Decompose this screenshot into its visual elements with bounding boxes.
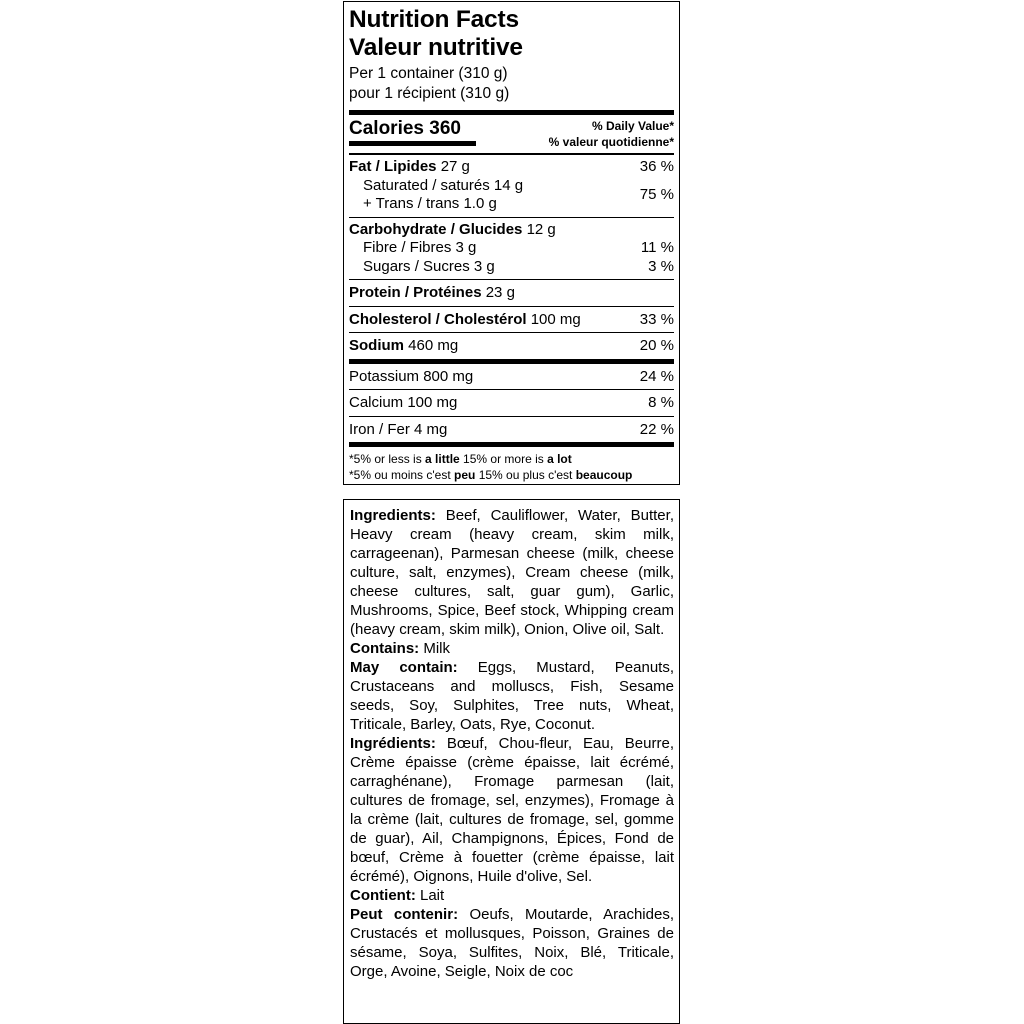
- trans-label: + Trans / trans 1.0 g: [363, 195, 497, 212]
- cholesterol-amount: 100 mg: [530, 310, 581, 328]
- calcium-row: [349, 394, 674, 413]
- fat-label: Fat / Lipides: [349, 158, 437, 175]
- calcium-label: Calcium 100 mg: [349, 394, 458, 411]
- potassium-group: [349, 364, 674, 390]
- daily-value-header-fr: % valeur quotidienne*: [548, 134, 674, 149]
- ingredients-panel: [343, 499, 680, 1024]
- sodium-group: [349, 333, 674, 359]
- potassium-dv: 24 %: [639, 367, 674, 385]
- may-contain-en: [350, 658, 674, 734]
- footnote-text: *5% or less is: [349, 452, 426, 466]
- cholesterol-row: [349, 311, 674, 330]
- cholesterol-label: Cholesterol / Cholestérol: [349, 310, 527, 328]
- calories-label: Calories 360: [349, 118, 461, 139]
- may-contain-en-label: May contain:: [350, 659, 458, 676]
- contains-fr: [350, 886, 674, 905]
- saturated-label: Saturated / saturés 14 g: [363, 176, 524, 194]
- iron-row: [349, 421, 674, 440]
- sodium-amount: 460 mg: [408, 337, 459, 354]
- potassium-label: Potassium 800 mg: [349, 367, 474, 385]
- carb-group: [349, 218, 674, 280]
- fat-group: [349, 155, 674, 217]
- daily-value-header-en: % Daily Value*: [591, 119, 674, 133]
- serving-size-fr: pour 1 récipient (310 g): [349, 85, 510, 102]
- sat-trans-row: [349, 177, 674, 214]
- ingredients-fr: [350, 734, 674, 886]
- fibre-label: Fibre / Fibres 3 g: [363, 239, 477, 256]
- fat-dv: 36 %: [639, 158, 674, 175]
- contains-fr-label: Contient:: [350, 887, 416, 904]
- carb-amount: 12 g: [526, 220, 556, 238]
- footnote-bold: a lot: [547, 452, 572, 466]
- carb-label: Carbohydrate / Glucides: [349, 220, 523, 238]
- sugars-dv: 3 %: [648, 257, 674, 275]
- calories-row: [349, 115, 674, 153]
- footnote-bold: beaucoup: [575, 467, 633, 482]
- title-en: Nutrition Facts: [349, 6, 519, 33]
- calories-underline: [349, 141, 476, 146]
- fat-amount: 27 g: [440, 158, 470, 175]
- protein-label: Protein / Protéines: [349, 284, 482, 301]
- protein-group: [349, 280, 674, 306]
- contains-fr-text: Lait: [415, 887, 445, 904]
- protein-row: [349, 284, 674, 303]
- footnote-bold: a little: [425, 452, 460, 466]
- footnote: [349, 447, 674, 483]
- ingredients-en-text: Beef, Cauliflower, Water, Butter, Heavy cream (heavy cream, skim milk, carrageenan), Parmesan cheese (milk, cheese culture, salt, enzymes), Cream cheese (milk, cheese cultures, salt, guar gum), Garlic, Mushrooms, Spice, Beef stock, Whipping cream (heavy cream, skim milk), Onion, Olive oil, Salt.: [350, 507, 674, 638]
- footnote-text: *5% ou moins c'est: [349, 467, 455, 482]
- sat-trans-dv: 75 %: [639, 185, 674, 203]
- sodium-dv: 20 %: [639, 337, 674, 354]
- iron-dv: 22 %: [639, 420, 674, 438]
- contains-en-text: Milk: [419, 640, 450, 657]
- footnote-bold: peu: [454, 467, 476, 482]
- calcium-group: [349, 390, 674, 416]
- serving-size-en: Per 1 container (310 g): [349, 65, 508, 82]
- may-contain-en-text: Eggs, Mustard, Peanuts, Crustaceans and molluscs, Fish, Sesame seeds, Soy, Sulphites, Tree nuts, Wheat, Triticale, Barley, Oats, Rye, Coconut.: [350, 659, 674, 733]
- iron-label: Iron / Fer 4 mg: [349, 420, 448, 438]
- footnote-en: [349, 452, 674, 468]
- sugars-label: Sugars / Sucres 3 g: [363, 257, 495, 275]
- fibre-dv: 11 %: [640, 239, 674, 256]
- fat-row: [349, 158, 674, 177]
- footnote-text: 15% or more is: [459, 452, 548, 466]
- contains-en-label: Contains:: [350, 640, 420, 657]
- daily-value-header: [549, 119, 674, 150]
- may-contain-fr: [350, 905, 674, 981]
- protein-amount: 23 g: [485, 284, 515, 301]
- sodium-label: Sodium: [349, 337, 404, 354]
- ingredients-fr-label: Ingrédients:: [350, 735, 436, 752]
- iron-group: [349, 417, 674, 443]
- footnote-fr: [349, 468, 674, 484]
- sodium-row: [349, 337, 674, 356]
- cholesterol-group: [349, 307, 674, 333]
- ingredients-en: [350, 506, 674, 639]
- carb-row: [349, 221, 674, 240]
- cholesterol-dv: 33 %: [639, 310, 674, 328]
- fibre-row: [349, 239, 674, 258]
- nutrition-facts-panel: [343, 1, 680, 485]
- ingredients-en-label: Ingredients:: [350, 507, 436, 524]
- footnote-text: 15% ou plus c'est: [475, 467, 576, 482]
- title-fr: Valeur nutritive: [349, 34, 523, 61]
- contains-en: [350, 639, 674, 658]
- may-contain-fr-text: Oeufs, Moutarde, Arachides, Crustacés et mollusques, Poisson, Graines de sésame, Soya, Sulfites, Noix, Blé, Triticale, Orge, Avoine, Seigle, Noix de coc: [350, 906, 674, 980]
- may-contain-fr-label: Peut contenir:: [350, 906, 459, 923]
- ingredients-fr-text: Bœuf, Chou-fleur, Eau, Beurre, Crème épaisse (crème épaisse, lait écrémé, carraghénane), Fromage parmesan (lait, cultures de fromage, sel, enzymes), Fromage à la crème (lait, cultures de fromage, sel, gomme de guar), Ail, Champignons, Épices, Fond de bœuf, Crème à fouetter (crème épaisse, lait écrémé), Oignons, Huile d'olive, Sel.: [350, 735, 674, 885]
- sugars-row: [349, 258, 674, 277]
- calcium-dv: 8 %: [648, 394, 674, 411]
- potassium-row: [349, 368, 674, 387]
